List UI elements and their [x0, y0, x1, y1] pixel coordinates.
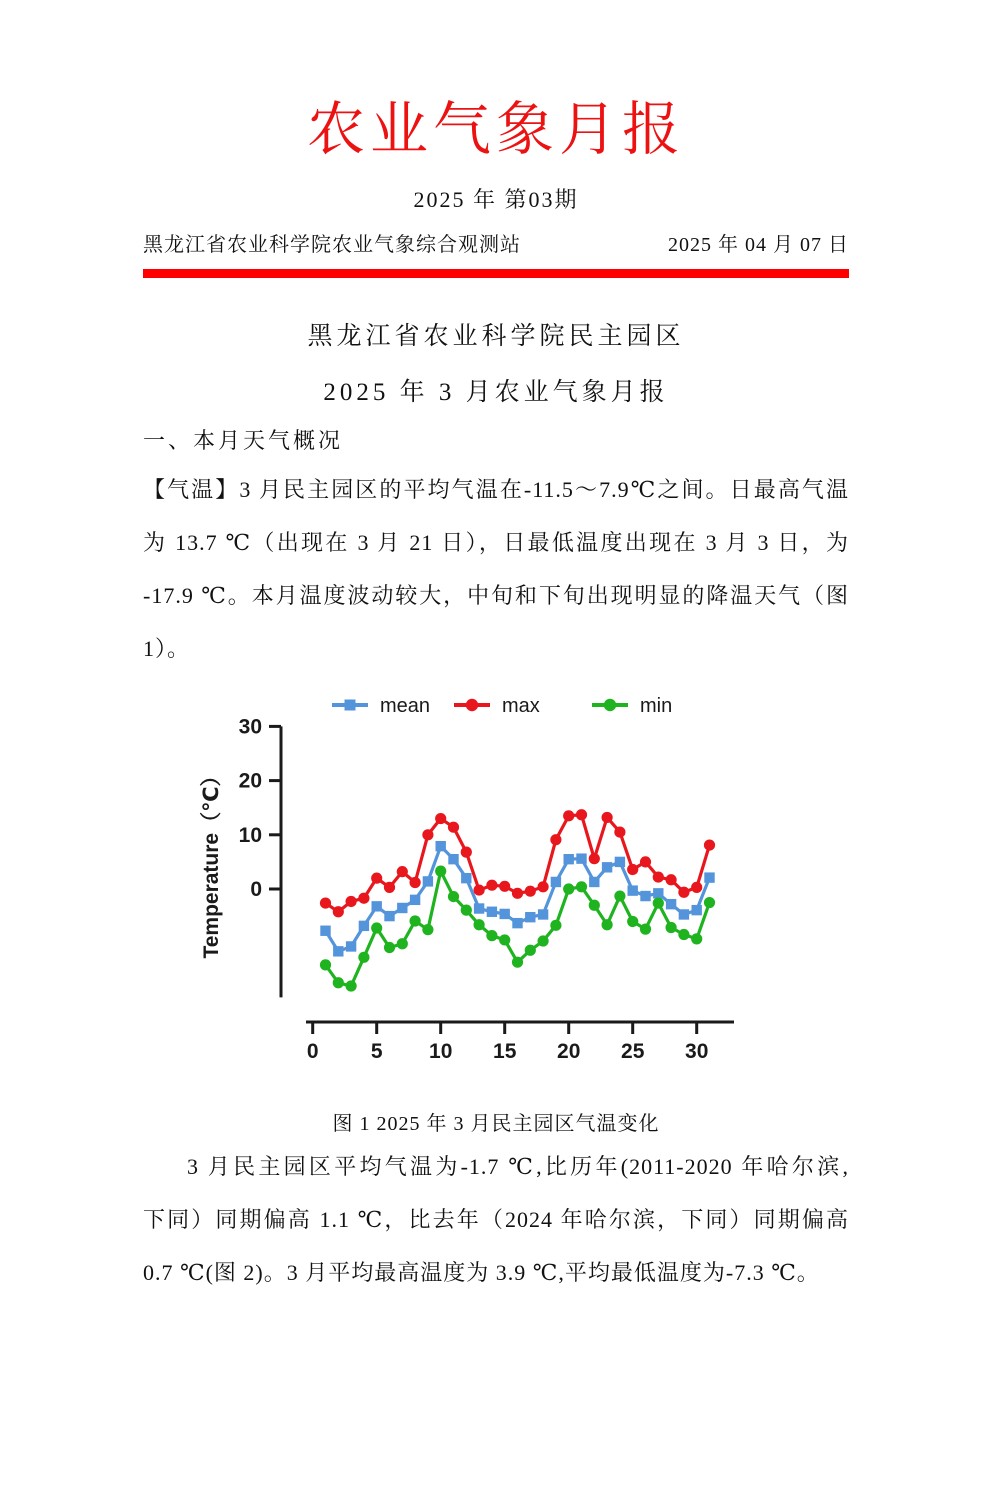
paragraph-line: -17.9 ℃。本月温度波动较大，中旬和下旬出现明显的降温天气（图 [143, 582, 849, 608]
svg-text:0: 0 [250, 877, 262, 901]
svg-text:min: min [640, 694, 673, 717]
summary-paragraph [143, 1140, 849, 1299]
svg-text:20: 20 [557, 1039, 581, 1063]
svg-text:15: 15 [493, 1039, 517, 1063]
report-heading-line1: 黑龙江省农业科学院民主园区 [307, 322, 685, 350]
svg-text:10: 10 [429, 1039, 453, 1063]
svg-text:10: 10 [238, 823, 262, 847]
figure-1-caption: 图 1 2025 年 3 月民主园区气温变化 [332, 1112, 660, 1135]
report-heading-line2: 2025 年 3 月农业气象月报 [323, 378, 669, 406]
figure-1 [143, 677, 849, 1107]
red-divider-bar [143, 269, 849, 278]
temperature-paragraph [143, 463, 849, 675]
svg-text:30: 30 [238, 714, 262, 738]
paragraph-line: 下同）同期偏高 1.1 ℃，比去年（2024 年哈尔滨，下同）同期偏高 [143, 1206, 849, 1232]
svg-text:max: max [502, 694, 540, 717]
paragraph-line: 1）。 [143, 635, 191, 661]
issue-date: 2025 年 04 月 07 日 [668, 233, 849, 256]
paragraph-line: 为 13.7 ℃（出现在 3 月 21 日），日最低温度出现在 3 月 3 日，为 [143, 529, 849, 555]
svg-text:5: 5 [370, 1039, 383, 1063]
paragraph-line: 3 月民主园区平均气温为-1.7 ℃,比历年(2011-2020 年哈尔滨, [187, 1153, 849, 1179]
masthead-row [143, 228, 849, 257]
issue-number: 2025 年 第03期 [413, 186, 579, 212]
svg-text:25: 25 [621, 1039, 645, 1063]
svg-text:mean: mean [380, 694, 431, 717]
temperature-line-chart [192, 677, 772, 1107]
section-1-title: 一、本月天气概况 [143, 427, 344, 453]
paragraph-line: 0.7 ℃(图 2)。3 月平均最高温度为 3.9 ℃,平均最低温度为-7.3 ℃。 [143, 1259, 820, 1285]
document-page [143, 92, 849, 1299]
svg-text:30: 30 [685, 1039, 709, 1063]
document-title: 农业气象月报 [306, 97, 685, 162]
svg-text:20: 20 [238, 769, 262, 793]
paragraph-line: 【气温】3 月民主园区的平均气温在-11.5～7.9℃之间。日最高气温 [143, 476, 849, 502]
svg-text:Temperature（℃）: Temperature（℃） [200, 765, 223, 959]
issuing-organization: 黑龙江省农业科学院农业气象综合观测站 [143, 233, 521, 256]
svg-text:0: 0 [306, 1039, 319, 1063]
